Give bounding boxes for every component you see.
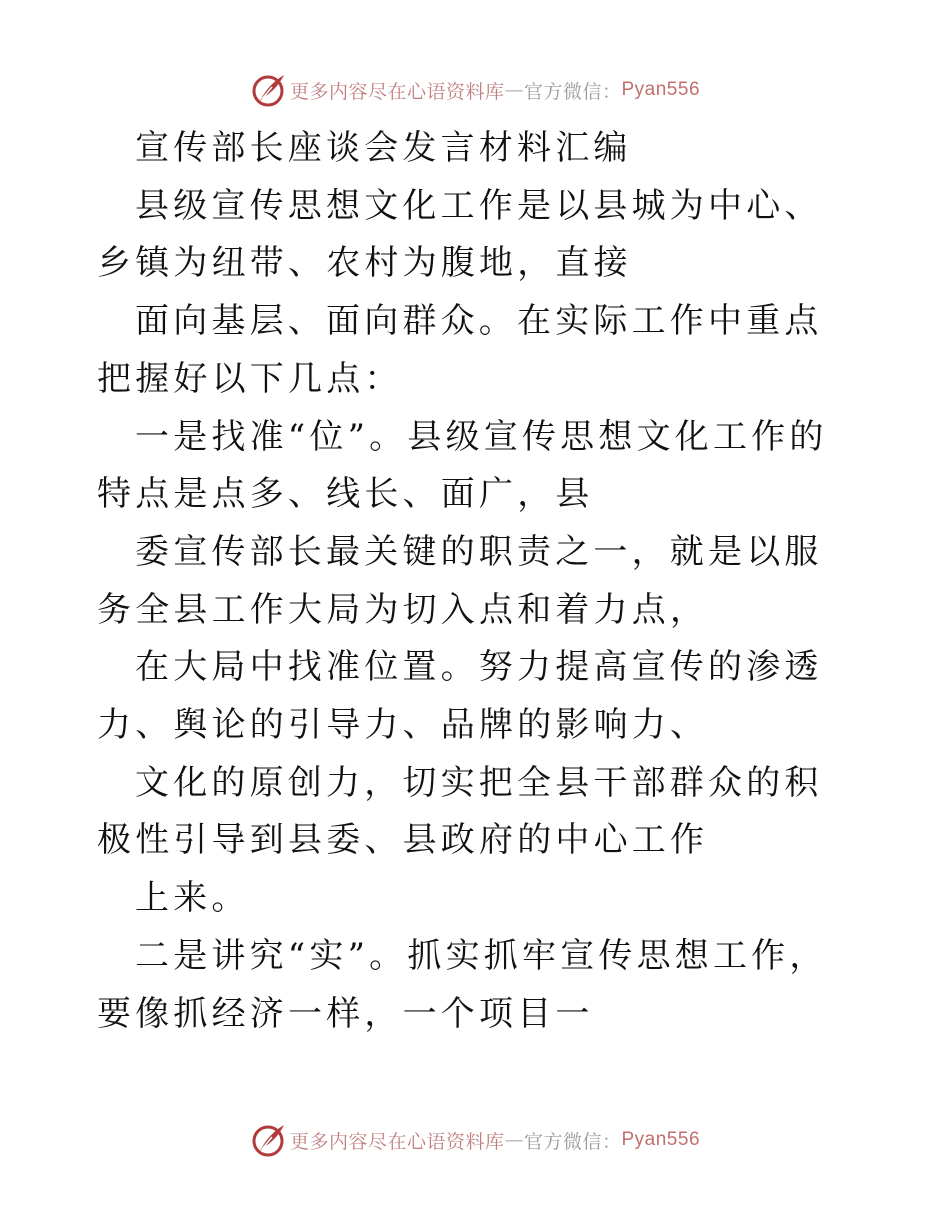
document-title: 宣传部长座谈会发言材料汇编 <box>135 128 632 168</box>
quill-pen-logo-icon <box>250 1121 288 1159</box>
document-body <box>97 120 857 1043</box>
paragraph: 县级宣传思想文化工作是以县城为中心、乡镇为纽带、农村为腹地，直接 <box>97 185 823 284</box>
paragraph: 二是讲究“实”。抓实抓牢宣传思想工作，要像抓经济一样，一个项目一 <box>97 935 828 1034</box>
banner-account-id: Pyan556 <box>621 1129 701 1150</box>
paragraph: 一是找准“位”。县级宣传思想文化工作的特点是点多、线长、面广，县 <box>97 416 828 515</box>
banner-separator: — <box>504 79 524 101</box>
footer-watermark-banner <box>0 1118 950 1162</box>
banner-separator: — <box>504 1129 524 1151</box>
paragraph: 文化的原创力，切实把全县干部群众的积极性引导到县委、县政府的中心工作 <box>97 762 823 861</box>
banner-wechat-label: 官方微信： <box>523 80 622 103</box>
banner-brand-text: 更多内容尽在心语资料库 <box>289 1130 505 1153</box>
banner-wechat-label: 官方微信： <box>523 1130 622 1153</box>
banner-brand-text: 更多内容尽在心语资料库 <box>289 80 505 103</box>
paragraph: 面向基层、面向群众。在实际工作中重点把握好以下几点： <box>97 301 823 399</box>
quill-pen-logo-icon <box>250 71 288 109</box>
paragraph: 上来。 <box>135 878 250 919</box>
header-watermark-banner <box>0 68 950 112</box>
banner-account-id: Pyan556 <box>621 79 701 100</box>
paragraph: 在大局中找准位置。努力提高宣传的渗透力、舆论的引导力、品牌的影响力、 <box>97 647 823 746</box>
paragraph: 委宣传部长最关键的职责之一，就是以服务全县工作大局为切入点和着力点， <box>97 531 823 630</box>
